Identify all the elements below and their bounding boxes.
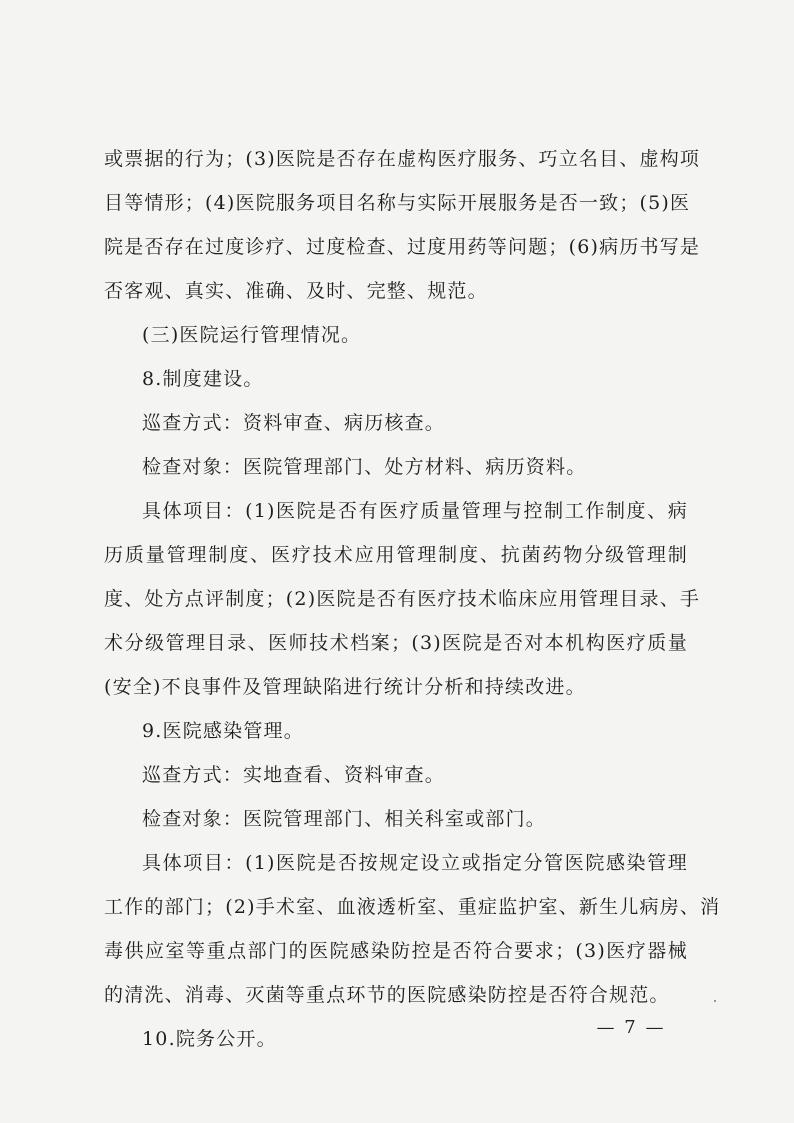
paragraph-line: 工作的部门；(2)手术室、血液透析室、重症监护室、新生儿病房、消 — [104, 896, 721, 918]
inspection-target: 检查对象：医院管理部门、处方材料、病历资料。 — [142, 456, 587, 478]
inspection-method: 巡查方式：资料审查、病历核查。 — [142, 412, 446, 434]
item-heading: 8.制度建设。 — [142, 368, 264, 390]
paragraph-line: 否客观、真实、准确、及时、完整、规范。 — [104, 280, 488, 302]
paragraph-line: 目等情形；(4)医院服务项目名称与实际开展服务是否一致；(5)医 — [104, 192, 691, 214]
paragraph-line: 历质量管理制度、医疗技术应用管理制度、抗菌药物分级管理制 — [104, 544, 688, 566]
paragraph-line: 具体项目：(1)医院是否按规定设立或指定分管医院感染管理 — [142, 852, 688, 874]
paragraph-line: 度、处方点评制度；(2)医院是否有医疗技术临床应用管理目录、手 — [104, 588, 701, 610]
page-number: — 7 — — [596, 1017, 666, 1038]
section-heading: (三)医院运行管理情况。 — [142, 324, 362, 346]
inspection-method: 巡查方式：实地查看、资料审查。 — [142, 764, 446, 786]
paragraph-line: 术分级管理目录、医师技术档案；(3)医院是否对本机构医疗质量 — [104, 632, 688, 654]
inspection-target: 检查对象：医院管理部门、相关科室或部门。 — [142, 808, 547, 830]
item-heading: 10.院务公开。 — [142, 1028, 277, 1050]
paragraph-line: 毒供应室等重点部门的医院感染防控是否符合要求；(3)医疗器械 — [104, 940, 688, 962]
paragraph-line: 院是否存在过度诊疗、过度检查、过度用药等问题；(6)病历书写是 — [104, 236, 701, 258]
item-heading: 9.医院感染管理。 — [142, 720, 304, 742]
paragraph-line: 的清洗、消毒、灭菌等重点环节的医院感染防控是否符合规范。 — [104, 984, 670, 1006]
paragraph-line: 具体项目：(1)医院是否有医疗质量管理与控制工作制度、病 — [142, 500, 688, 522]
scan-speck — [714, 1000, 716, 1002]
paragraph-line: 或票据的行为；(3)医院是否存在虚构医疗服务、巧立名目、虚构项 — [104, 148, 701, 170]
paragraph-line: (安全)不良事件及管理缺陷进行统计分析和持续改进。 — [104, 676, 586, 698]
